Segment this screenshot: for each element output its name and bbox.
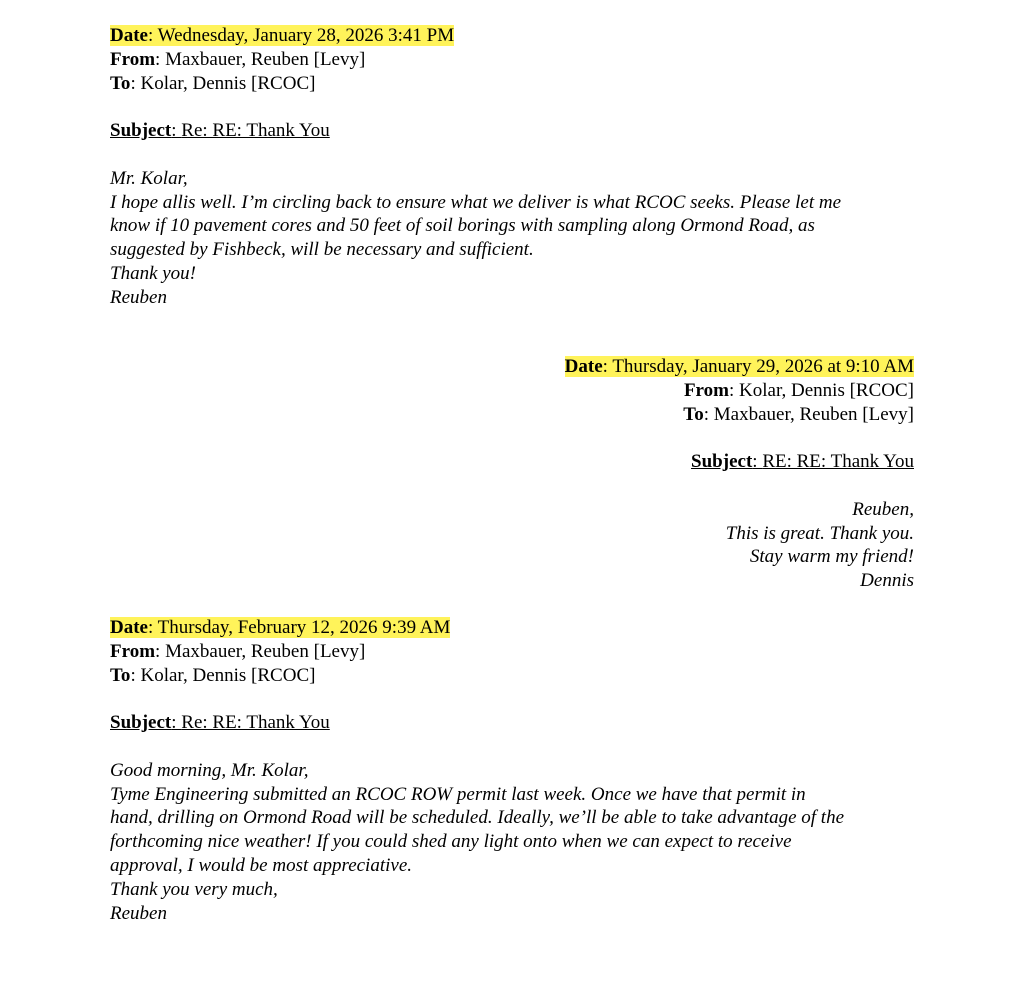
to-label: To — [110, 72, 131, 94]
email-message-2 — [110, 355, 914, 593]
email-body — [110, 167, 920, 310]
from-value: Maxbauer, Reuben [Levy] — [165, 48, 366, 70]
date-label: Date — [110, 617, 148, 638]
body-line: forthcoming nice weather! If you could shed any light onto when we can expect to receive — [110, 831, 792, 853]
from-label: From — [110, 48, 156, 70]
from-label: From — [110, 640, 156, 662]
to-value: Maxbauer, Reuben [Levy] — [713, 403, 914, 425]
date-line — [110, 24, 920, 48]
to-line: To: Maxbauer, Reuben [Levy] — [683, 403, 914, 425]
signature: Reuben — [110, 286, 167, 308]
closing: Thank you very much, — [110, 878, 278, 900]
date-label: Date — [564, 356, 603, 377]
subject-line: Subject: Re: RE: Thank You — [110, 712, 330, 734]
email-message-1 — [110, 24, 920, 310]
to-line: To: Kolar, Dennis [RCOC] — [110, 72, 316, 94]
from-line: From: Kolar, Dennis [RCOC] — [683, 379, 914, 401]
date-line — [110, 616, 920, 640]
date-highlight: Date: Thursday, February 12, 2026 9:39 AM — [110, 617, 451, 638]
date-label: Date — [110, 25, 148, 46]
subject-value: Re: RE: Thank You — [181, 712, 330, 734]
to-line: To: Kolar, Dennis [RCOC] — [110, 664, 316, 686]
signature: Reuben — [110, 902, 167, 924]
greeting: Reuben, — [852, 498, 914, 520]
subject-line: Subject: Re: RE: Thank You — [110, 120, 330, 142]
to-value: Kolar, Dennis [RCOC] — [140, 72, 316, 94]
closing: Thank you! — [110, 262, 197, 284]
to-label: To — [683, 403, 704, 425]
body-line: approval, I would be most appreciative. — [110, 854, 413, 876]
from-line: From: Maxbauer, Reuben [Levy] — [110, 640, 366, 662]
subject-label: Subject — [110, 120, 172, 142]
body-line: suggested by Fishbeck, will be necessary and sufficient. — [110, 239, 534, 261]
body-line: hand, drilling on Ormond Road will be scheduled. Ideally, we’ll be able to take advantage of the — [110, 807, 845, 829]
subject-value: Re: RE: Thank You — [181, 120, 330, 142]
date-highlight: Date: Wednesday, January 28, 2026 3:41 PM — [110, 25, 455, 46]
date-line — [110, 355, 914, 379]
date-highlight: Date: Thursday, January 29, 2026 at 9:10 AM — [564, 356, 914, 377]
body-line: Tyme Engineering submitted an RCOC ROW permit last week. Once we have that permit in — [110, 783, 806, 805]
to-label: To — [110, 664, 131, 686]
subject-label: Subject — [691, 451, 753, 473]
greeting: Good morning, Mr. Kolar, — [110, 759, 309, 781]
subject-value: RE: RE: Thank You — [762, 451, 914, 473]
date-value: Thursday, January 29, 2026 at 9:10 AM — [612, 356, 914, 377]
greeting: Mr. Kolar, — [110, 167, 188, 189]
signature: Dennis — [860, 570, 914, 592]
from-value: Maxbauer, Reuben [Levy] — [165, 640, 366, 662]
from-value: Kolar, Dennis [RCOC] — [739, 379, 914, 401]
email-message-3 — [110, 616, 920, 925]
body-line: This is great. Thank you. — [725, 522, 914, 544]
email-body — [110, 498, 914, 593]
email-body — [110, 759, 920, 926]
subject-label: Subject — [110, 712, 172, 734]
subject-line: Subject: RE: RE: Thank You — [691, 451, 914, 473]
from-label: From — [683, 379, 729, 401]
to-value: Kolar, Dennis [RCOC] — [140, 664, 316, 686]
body-line: Stay warm my friend! — [749, 546, 914, 568]
date-value: Thursday, February 12, 2026 9:39 AM — [157, 617, 451, 638]
body-line: I hope allis well. I’m circling back to ensure what we deliver is what RCOC seeks. Please let me — [110, 191, 841, 213]
date-value: Wednesday, January 28, 2026 3:41 PM — [157, 25, 455, 46]
body-line: know if 10 pavement cores and 50 feet of soil borings with sampling along Ormond Road, as — [110, 215, 815, 237]
from-line: From: Maxbauer, Reuben [Levy] — [110, 48, 366, 70]
